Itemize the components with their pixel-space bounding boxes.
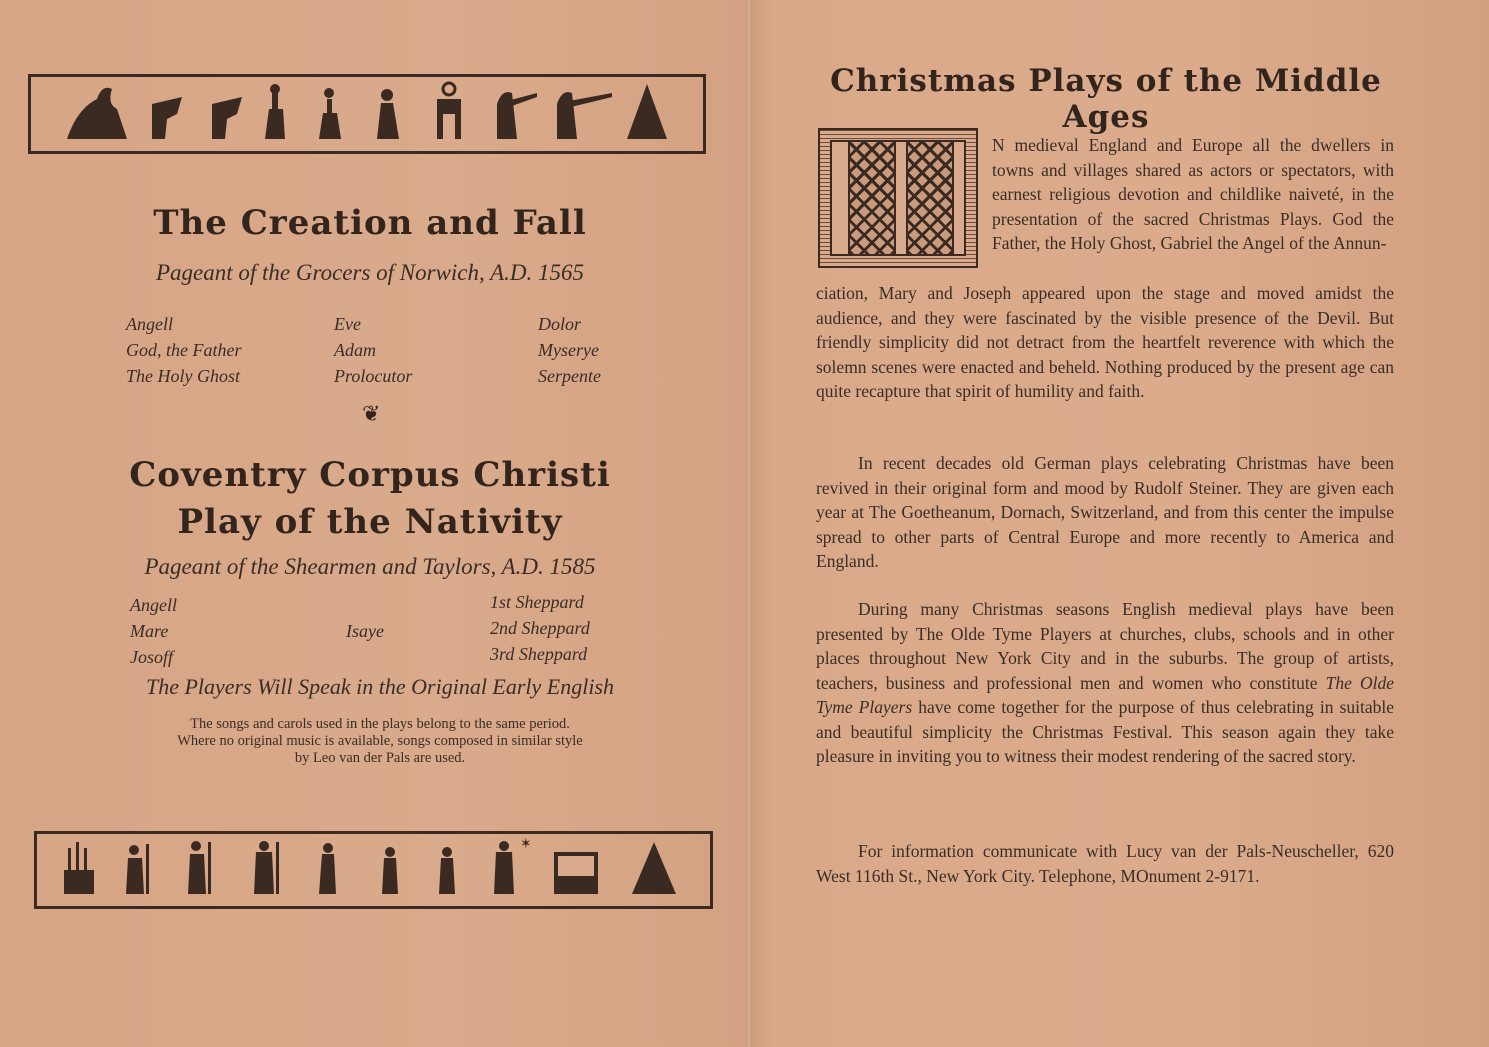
play2-title-line1: Coventry Corpus Christi: [129, 455, 611, 495]
paragraph-1a: [992, 133, 1394, 256]
play1-cast-col2: [334, 311, 412, 389]
cast-member: Myserye: [538, 340, 599, 360]
decorative-dropcap: [818, 128, 978, 268]
right-heading: Christmas Plays of the Middle Ages: [830, 63, 1382, 135]
top-frieze-illustration: [28, 74, 706, 154]
paragraph-text: For information communicate with Lucy van der Pals-Neuscheller, 620 West 116th St., New York City. Telephone, MOnument 2-9171.: [816, 841, 1394, 886]
play1-cast-col3: [538, 311, 601, 389]
cast-member: Serpente: [538, 366, 601, 386]
play1-subtitle: Pageant of the Grocers of Norwich, A.D. 1565: [155, 260, 585, 285]
play2-cast-col1: [130, 592, 177, 670]
paragraph-4: [816, 839, 1394, 888]
dropcap-pillar-right: [906, 140, 954, 256]
paragraph-text: ciation, Mary and Joseph appeared upon the stage and moved amidst the audience, and they were fascinated by the visible presence of the Devil. But friendly simplicity did not detract from the heartfelt reverence with which the solemn scenes were enacted and beheld. Nothing produced by the present age can quite recapture that spirit of humility and faith.: [816, 283, 1394, 401]
dropcap-letter: [820, 148, 976, 149]
cast-member: Adam: [334, 340, 376, 360]
paragraph-2: [816, 451, 1394, 574]
play2-cast-col3: [490, 589, 590, 667]
cast-member: Dolor: [538, 314, 582, 334]
cast-member: 3rd Sheppard: [490, 644, 588, 664]
paragraph-part: During many Christmas seasons English medieval plays have been presented by The Olde Tyme Players at churches, clubs, schools and in other places throughout New York City and in the suburbs. The group of artists, teachers, business and professional men and women who constitute: [816, 599, 1394, 693]
play1-title: The Creation and Fall: [153, 203, 587, 243]
paragraph-part: have come together for the purpose of thus celebrating in suitable and beautiful simplicity the Christmas Festival. This season again they take pleasure in inviting you to witness their modest rendering of the sacred story.: [816, 697, 1394, 766]
center-fold: [746, 0, 752, 1047]
cast-member: 2nd Sheppard: [490, 618, 590, 638]
cast-member: Isaye: [346, 621, 384, 641]
play2-subtitle: Pageant of the Shearmen and Taylors, A.D. 1585: [144, 554, 596, 579]
cast-member: Prolocutor: [334, 366, 413, 386]
cast-member: Eve: [334, 314, 361, 334]
play2-title-line2: Play of the Nativity: [177, 502, 563, 542]
bottom-frieze-illustration: [34, 831, 713, 909]
cast-member: Angell: [130, 595, 177, 615]
paragraph-text: [816, 597, 1394, 769]
paragraph-text: In recent decades old German plays celebrating Christmas have been revived in their original form and mood by Rudolf Steiner. They are given each year at The Goetheanum, Dornach, Switzerland, and from this center the impulse spread to other parts of Central Europe and more recently to America and England.: [816, 453, 1394, 571]
music-note: [110, 716, 650, 767]
troupe-name: The Olde Tyme Players: [816, 672, 1395, 717]
dropcap-pillar-left: [848, 140, 896, 256]
paragraph-1b: [816, 281, 1394, 404]
paragraph-3: [816, 597, 1394, 769]
music-note-line: by Leo van der Pals are used.: [294, 750, 466, 766]
play1-cast-col1: [126, 311, 241, 389]
music-note-line: The songs and carols used in the plays belong to the same period.: [190, 716, 570, 732]
cast-member: Mare: [130, 621, 169, 641]
cast-member: Josoff: [130, 647, 173, 667]
nativity-figures-illustration: [54, 834, 694, 898]
ornament-fleuron: ❦: [362, 402, 381, 427]
svg-text:✶: ✶: [519, 836, 532, 852]
play2-cast-col2: [346, 618, 384, 644]
speech-note: The Players Will Speak in the Original Early English: [145, 674, 615, 699]
nativity-figures-illustration: [57, 79, 677, 143]
paragraph-text: N medieval England and Europe all the dwellers in towns and villages shared as actors or spectators, with earnest religious devotion and childlike naiveté, in the presentation of the sacred Christmas Plays. God the Father, the Holy Ghost, Gabriel the Angel of the Annun-: [992, 135, 1394, 253]
cast-member: God, the Father: [126, 340, 242, 360]
cast-member: 1st Sheppard: [490, 592, 584, 612]
music-note-line: Where no original music is available, songs composed in similar style: [177, 733, 583, 749]
cast-member: The Holy Ghost: [126, 366, 240, 386]
cast-member: Angell: [126, 314, 173, 334]
